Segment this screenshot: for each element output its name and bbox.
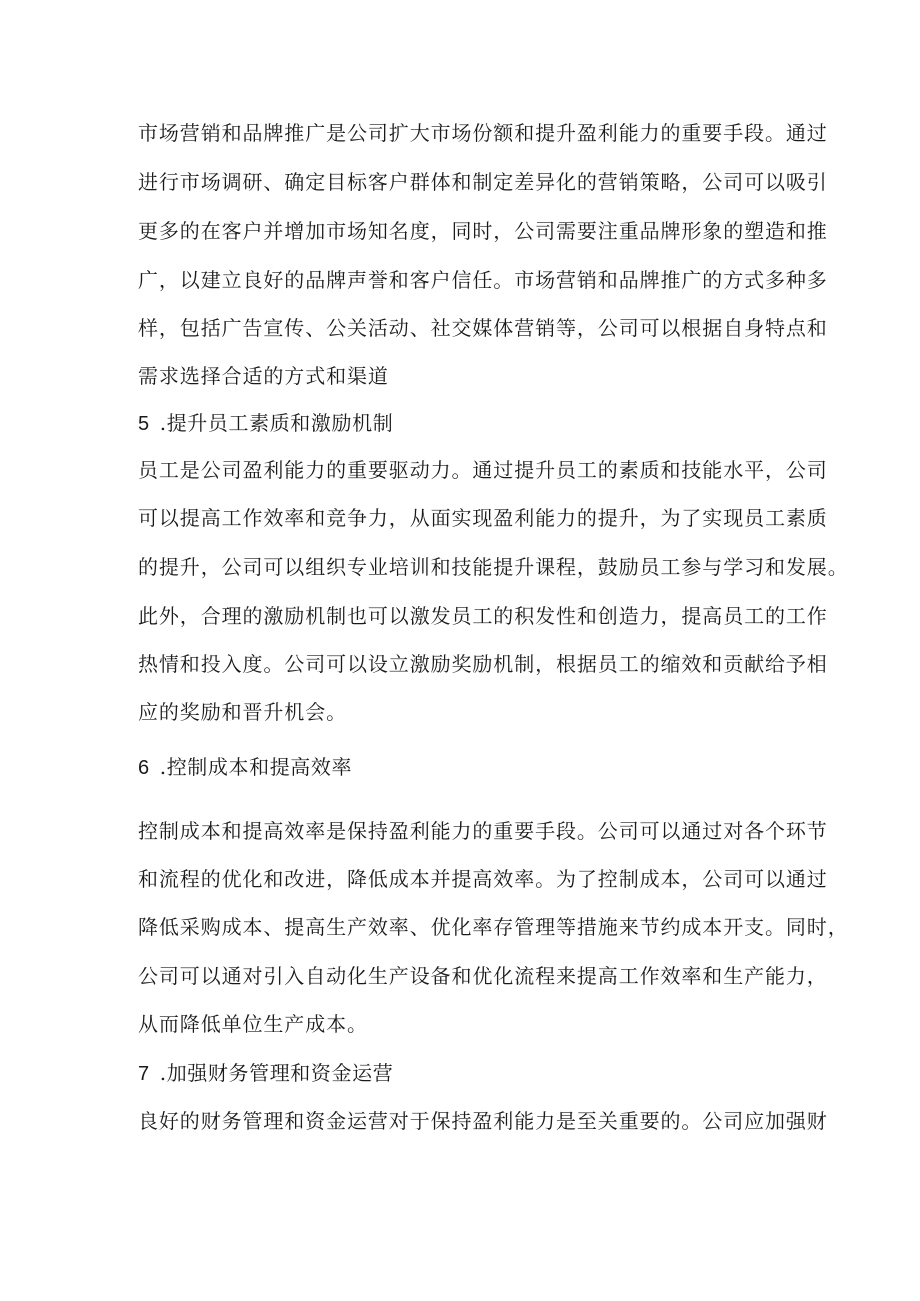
text-line: 热情和投入度。公司可以设立激励奖励机制，根据员工的缩效和贡献给予相 xyxy=(138,652,828,676)
text-line: 可以提高工作效率和竞争力，从面实现盈利能力的提升，为了实现员工素质 xyxy=(138,506,828,530)
section-title: .加强财务管理和资金运营 xyxy=(159,1061,394,1085)
text-line: 需求选择合适的方式和渠道 xyxy=(138,364,389,388)
text-line: 降低采购成本、提高生产效率、优化率存管理等措施来节约成本开支。同时， xyxy=(138,915,849,939)
text-line: 和流程的优化和改进，降低成本并提高效率。为了控制成本，公司可以通过 xyxy=(138,867,828,891)
section-title: .控制成本和提高效率 xyxy=(159,755,353,779)
text-line: 样，包括广告宣传、公关活动、社交媒体营销等，公司可以根据自身特点和 xyxy=(138,316,828,340)
text-line: 员工是公司盈利能力的重要驱动力。通过提升员工的素质和技能水平，公司 xyxy=(138,458,828,482)
text-line: 从而降低单位生产成本。 xyxy=(138,1012,368,1036)
section-6-heading xyxy=(138,752,798,782)
text-line: 良好的财务管理和资金运营对于保持盈利能力是至关重要的。公司应加强财 xyxy=(138,1109,828,1133)
section-title: .提升员工素质和激励机制 xyxy=(159,411,394,435)
text-line: 此外，合理的激励机制也可以激发员工的积发性和创造力，提高员工的工作 xyxy=(138,604,828,628)
section-number: 7 xyxy=(138,1063,150,1085)
text-line: 公司可以通对引入自动化生产设备和优化流程来提高工作效率和生产能力， xyxy=(138,964,828,988)
text-line: 市场营销和品牌推广是公司扩大市场份额和提升盈利能力的重要手段。通过 xyxy=(138,121,828,145)
text-line: 更多的在客户并增加市场知名度，同时，公司需要注重品牌形象的塑造和推 xyxy=(138,219,828,243)
section-number: 5 xyxy=(138,413,150,435)
text-line: 的提升，公司可以组织专业培训和技能提升课程，鼓励员工参与学习和发展。 xyxy=(138,555,849,579)
text-line: 控制成本和提高效率是保持盈利能力的重要手段。公司可以通过对各个环节 xyxy=(138,819,828,843)
text-line: 应的奖励和晋升机会。 xyxy=(138,700,347,724)
text-line: 广，以建立良好的品牌声誉和客户信任。市场营销和品牌推广的方式多种多 xyxy=(138,268,828,292)
section-7-heading xyxy=(138,1058,798,1088)
section-number: 6 xyxy=(138,757,150,779)
text-line: 进行市场调研、确定目标客户群体和制定差异化的营销策略，公司可以吸引 xyxy=(138,170,828,194)
section-5-heading xyxy=(138,408,798,438)
